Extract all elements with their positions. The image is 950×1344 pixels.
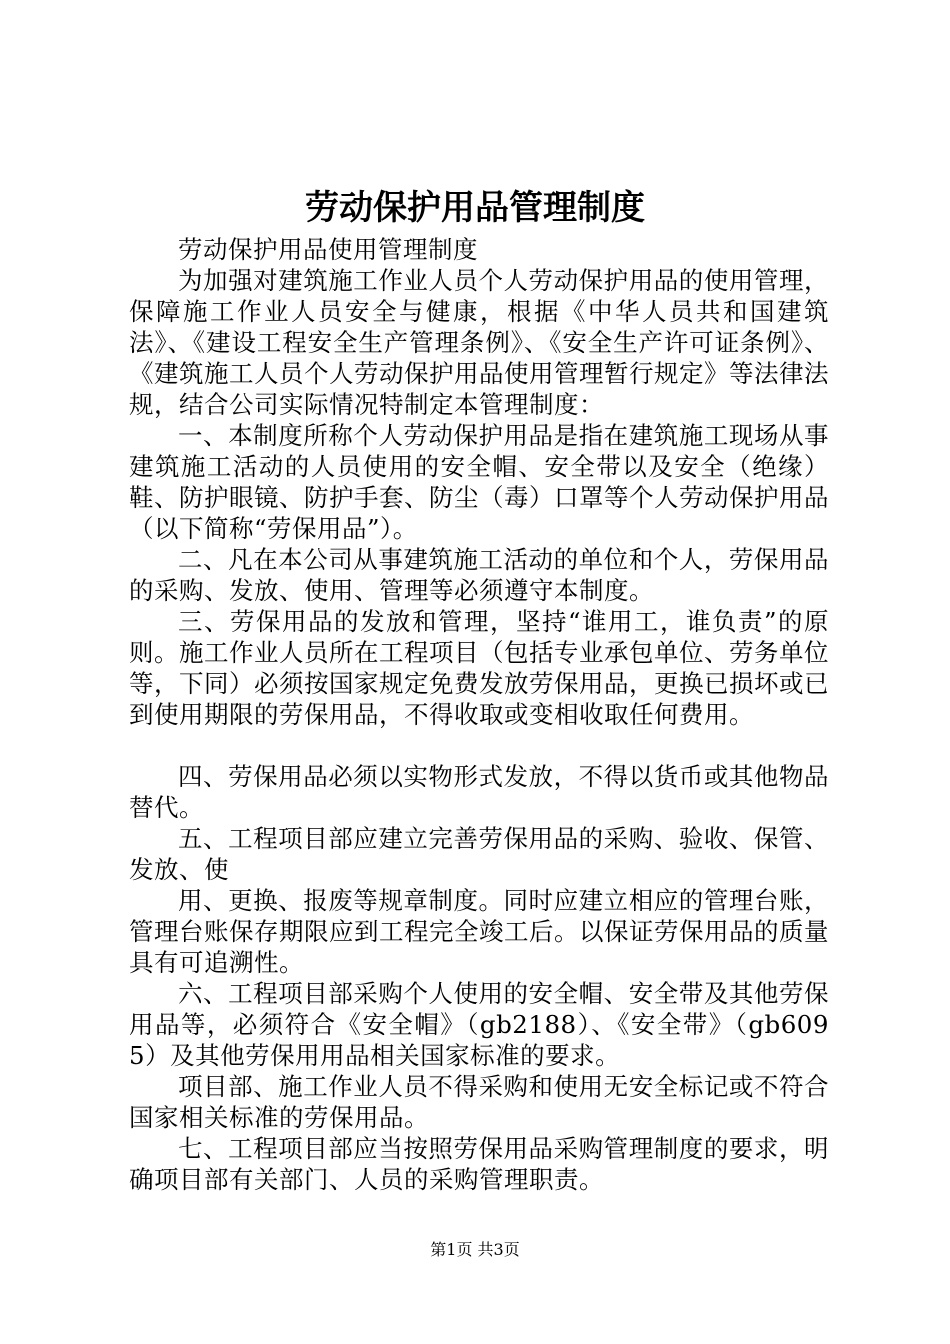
page-number: 第1页 共3页	[430, 1240, 520, 1259]
paragraph-4: 四、劳保用品必须以实物形式发放，不得以货币或其他物品替代。	[129, 762, 829, 822]
document-title: 劳动保护用品管理制度	[305, 188, 645, 228]
paragraph-3: 三、劳保用品的发放和管理，坚持“谁用工，谁负责”的原则。施工作业人员所在工程项目（包括专业承包单位、劳务单位等，下同）必须按国家规定免费发放劳保用品，更换已损坏或已到使用期限的劳保用品，不得收取或变相收取任何费用。	[129, 607, 829, 729]
paragraph-2: 二、凡在本公司从事建筑施工活动的单位和个人，劳保用品的采购、发放、使用、管理等必须遵守本制度。	[129, 545, 829, 605]
document-body	[129, 234, 829, 1195]
paragraph-6: 六、工程项目部采购个人使用的安全帽、安全带及其他劳保用品等，必须符合《安全帽》（gb2188）、《安全带》（gb6095）及其他劳保用用品相关国家标准的要求。	[129, 979, 829, 1070]
document-subtitle: 劳动保护用品使用管理制度	[178, 235, 478, 264]
blank-line	[129, 730, 829, 761]
paragraph-5: 五、工程项目部应建立完善劳保用品的采购、验收、保管、发放、使	[129, 824, 829, 884]
paragraph-7: 七、工程项目部应当按照劳保用品采购管理制度的要求，明确项目部有关部门、人员的采购管理职责。	[129, 1134, 829, 1194]
paragraph-intro: 为加强对建筑施工作业人员个人劳动保护用品的使用管理，保障施工作业人员安全与健康，根据《中华人员共和国建筑法》、《建设工程安全生产管理条例》、《安全生产许可证条例》、《建筑施工人员个人劳动保护用品使用管理暂行规定》等法律法规，结合公司实际情况特制定本管理制度：	[129, 266, 829, 419]
paragraph-6-note: 项目部、施工作业人员不得采购和使用无安全标记或不符合国家相关标准的劳保用品。	[129, 1072, 829, 1132]
paragraph-5-continued: 用、更换、报废等规章制度。同时应建立相应的管理台账，管理台账保存期限应到工程完全竣工后。以保证劳保用品的质量具有可追溯性。	[129, 886, 829, 977]
paragraph-1: 一、本制度所称个人劳动保护用品是指在建筑施工现场从事建筑施工活动的人员使用的安全帽、安全带以及安全（绝缘）鞋、防护眼镜、防护手套、防尘（毒）口罩等个人劳动保护用品（以下简称“劳保用品”）。	[129, 421, 829, 543]
